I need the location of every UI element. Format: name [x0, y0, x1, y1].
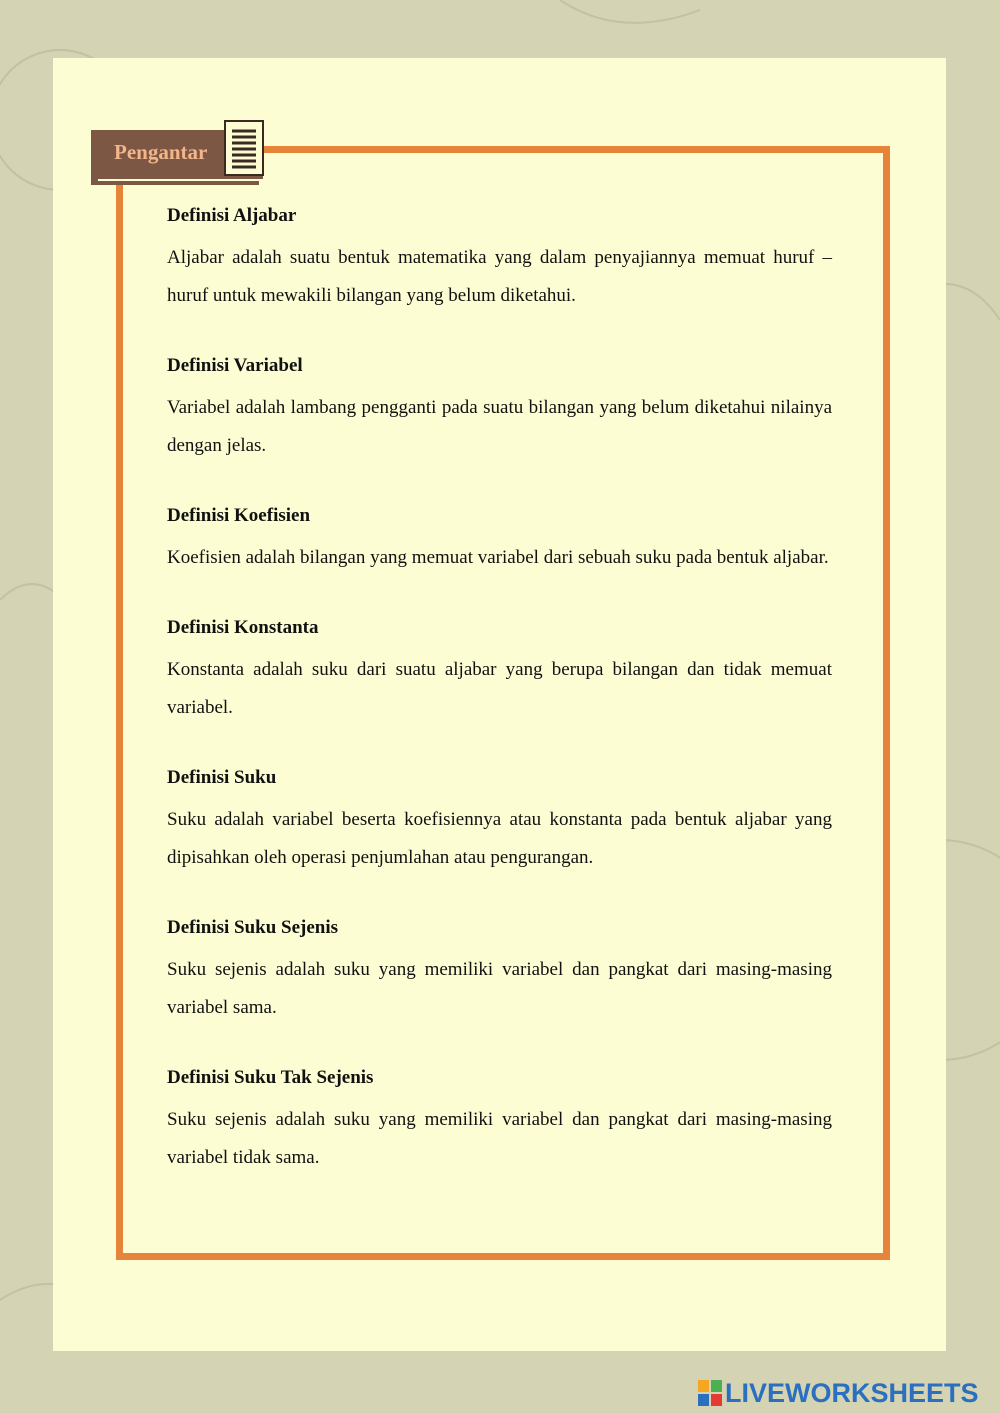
definition-body: Koefisien adalah bilangan yang memuat variabel dari sebuah suku pada bentuk aljabar.	[167, 547, 829, 568]
definition-body: Variabel adalah lambang pengganti pada suatu bilangan yang belum diketahui nilainya dengan jelas.	[167, 397, 832, 456]
definition-title: Definisi Koefisien	[167, 505, 311, 526]
definition-title: Definisi Aljabar	[167, 205, 297, 226]
tab-label: Pengantar	[114, 140, 208, 164]
definition-title: Definisi Konstanta	[167, 617, 319, 638]
definition-koefisien	[167, 503, 832, 577]
definition-suku-sejenis	[167, 915, 832, 1027]
definition-body: Suku sejenis adalah suku yang memiliki variabel dan pangkat dari masing-masing variabel tidak sama.	[167, 1109, 832, 1168]
definition-title: Definisi Suku Sejenis	[167, 917, 339, 938]
definitions-content	[167, 203, 832, 1215]
definition-suku-tak-sejenis	[167, 1065, 832, 1177]
definition-body: Suku adalah variabel beserta koefisiennya atau konstanta pada bentuk aljabar yang dipisahkan oleh operasi penjumlahan atau pengurangan.	[167, 809, 832, 868]
liveworksheets-logo-icon	[698, 1380, 722, 1406]
definition-title: Definisi Variabel	[167, 355, 303, 376]
definition-title: Definisi Suku Tak Sejenis	[167, 1067, 374, 1088]
brand-text: LIVEWORKSHEETS	[725, 1377, 979, 1408]
document-icon	[224, 120, 264, 176]
definition-aljabar	[167, 203, 832, 315]
definition-konstanta	[167, 615, 832, 727]
definition-body: Konstanta adalah suku dari suatu aljabar yang berupa bilangan dan tidak memuat variabel.	[167, 659, 832, 718]
definition-title: Definisi Suku	[167, 767, 277, 788]
definition-body: Aljabar adalah suatu bentuk matematika yang dalam penyajiannya memuat huruf – huruf untuk mewakili bilangan yang belum diketahui.	[167, 247, 832, 306]
definition-variabel	[167, 353, 832, 465]
definition-suku	[167, 765, 832, 877]
definition-body: Suku sejenis adalah suku yang memiliki variabel dan pangkat dari masing-masing variabel sama.	[167, 959, 832, 1018]
liveworksheets-brand[interactable]	[698, 1378, 979, 1408]
